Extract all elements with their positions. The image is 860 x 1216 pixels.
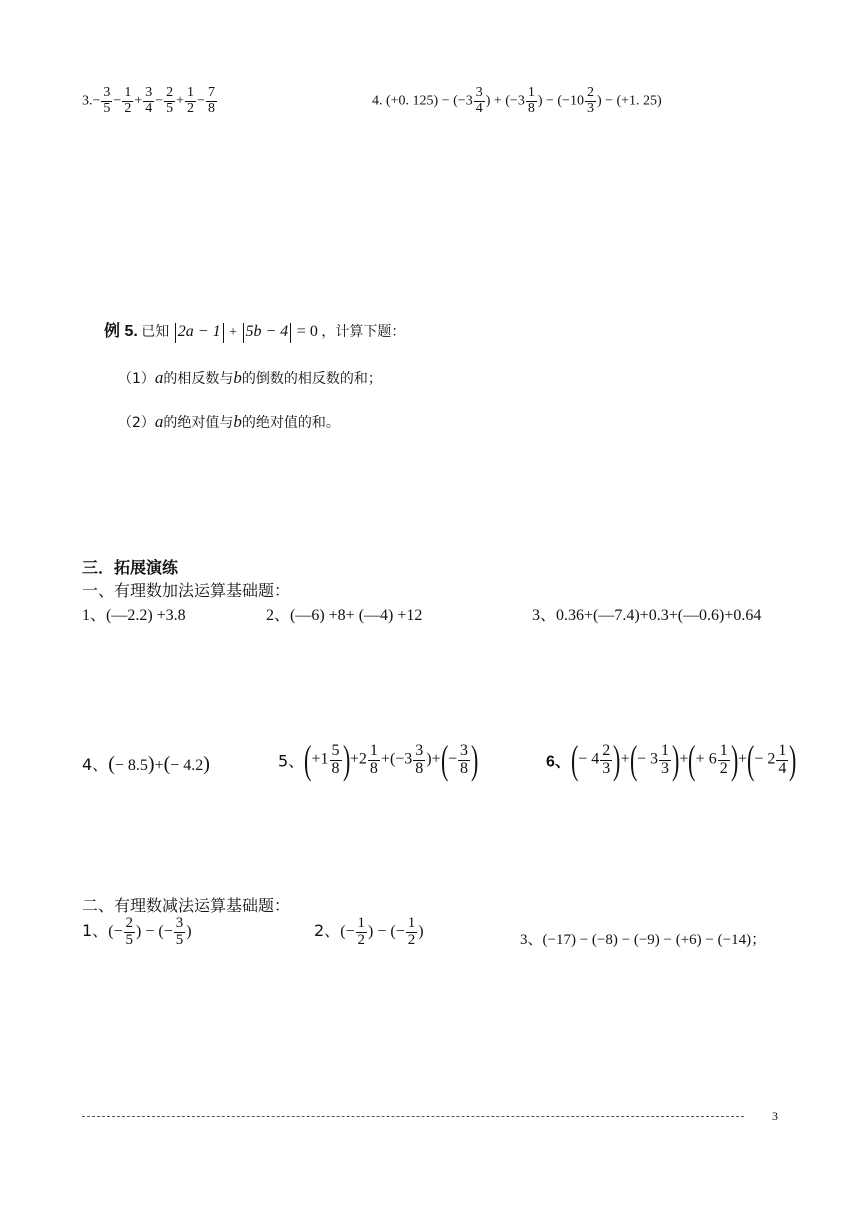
- fraction: $\frac{1}{2}$: [187, 85, 195, 116]
- fraction: $\frac{7}{8}$: [207, 85, 215, 116]
- fraction: $\frac{1}{8}$: [527, 85, 535, 116]
- subtraction-problem-2: 2、(− $\frac{1}{2}$ ) − (− $\frac{1}{2}$ ): [314, 915, 424, 948]
- addition-problem-6: 6、(− 4 $\frac{2}{3}$ )+(− 3 $\frac{1}{3}$ )+(+ 6 $\frac{1}{2}$ )+(− 2 $\frac{1}{4}$ ): [546, 737, 797, 782]
- fraction: $\frac{2}{3}$: [586, 85, 594, 116]
- page-number: 3: [772, 1109, 778, 1123]
- fraction: $\frac{3}{5}$: [103, 85, 111, 116]
- addition-title: 一、有理数加法运算基础题：: [82, 581, 291, 600]
- example-5-q1: （1）a的相反数与b的倒数的相反数的和；: [118, 368, 382, 387]
- subtraction-problem-1: 1、(− $\frac{2}{5}$ ) − (− $\frac{3}{5}$ ): [82, 915, 192, 948]
- example-5-q2: （2）a的绝对值与b的绝对值的和。: [118, 412, 340, 431]
- example-5: 例 5. 已知 2a − 1 + 5b − 4 = 0 ，计算下题：: [104, 318, 405, 343]
- fraction: $\frac{3}{4}$: [475, 85, 483, 116]
- example-label: 例 5.: [104, 323, 138, 340]
- problem-4: 4. (+0. 125) − (−3 $\frac{3}{4}$ ) + (−3 $\frac{1}{8}$ ) − (−10 $\frac{2}{3}$ ) − (+1. 25): [372, 85, 662, 116]
- section-title: 三．拓展演练: [82, 558, 179, 577]
- fraction: $\frac{3}{4}$: [145, 85, 153, 116]
- addition-problem-3: 3、0.36+(—7.4)+0.3+(—0.6)+0.64: [532, 607, 762, 624]
- fraction: $\frac{2}{5}$: [166, 85, 174, 116]
- subtraction-problem-3: 3、(−17) − (−8) − (−9) − (+6) − (−14)；: [520, 932, 767, 948]
- addition-problem-5: 5、(+1 $\frac{5}{8}$ )+2 $\frac{1}{8}$ +(−3 $\frac{3}{8}$ )+(− $\frac{3}{8}$ ): [278, 737, 479, 782]
- addition-problem-2: 2、(—6) +8+ (—4) +12: [266, 607, 423, 624]
- addition-problem-4: 4、(− 8.5)+(− 4.2): [82, 753, 210, 775]
- addition-problem-1: 1、(—2.2) +3.8: [82, 607, 186, 624]
- footer-divider: [82, 1116, 744, 1117]
- subtraction-title: 二、有理数减法运算基础题：: [82, 896, 291, 915]
- problem-3: 3.− $\frac{3}{5}$ − $\frac{1}{2}$ + $\frac{3}{4}$ − $\frac{2}{5}$ + $\frac{1}{2}$ − $\frac{7}{8}$: [82, 85, 215, 116]
- fraction: $\frac{1}{2}$: [124, 85, 132, 116]
